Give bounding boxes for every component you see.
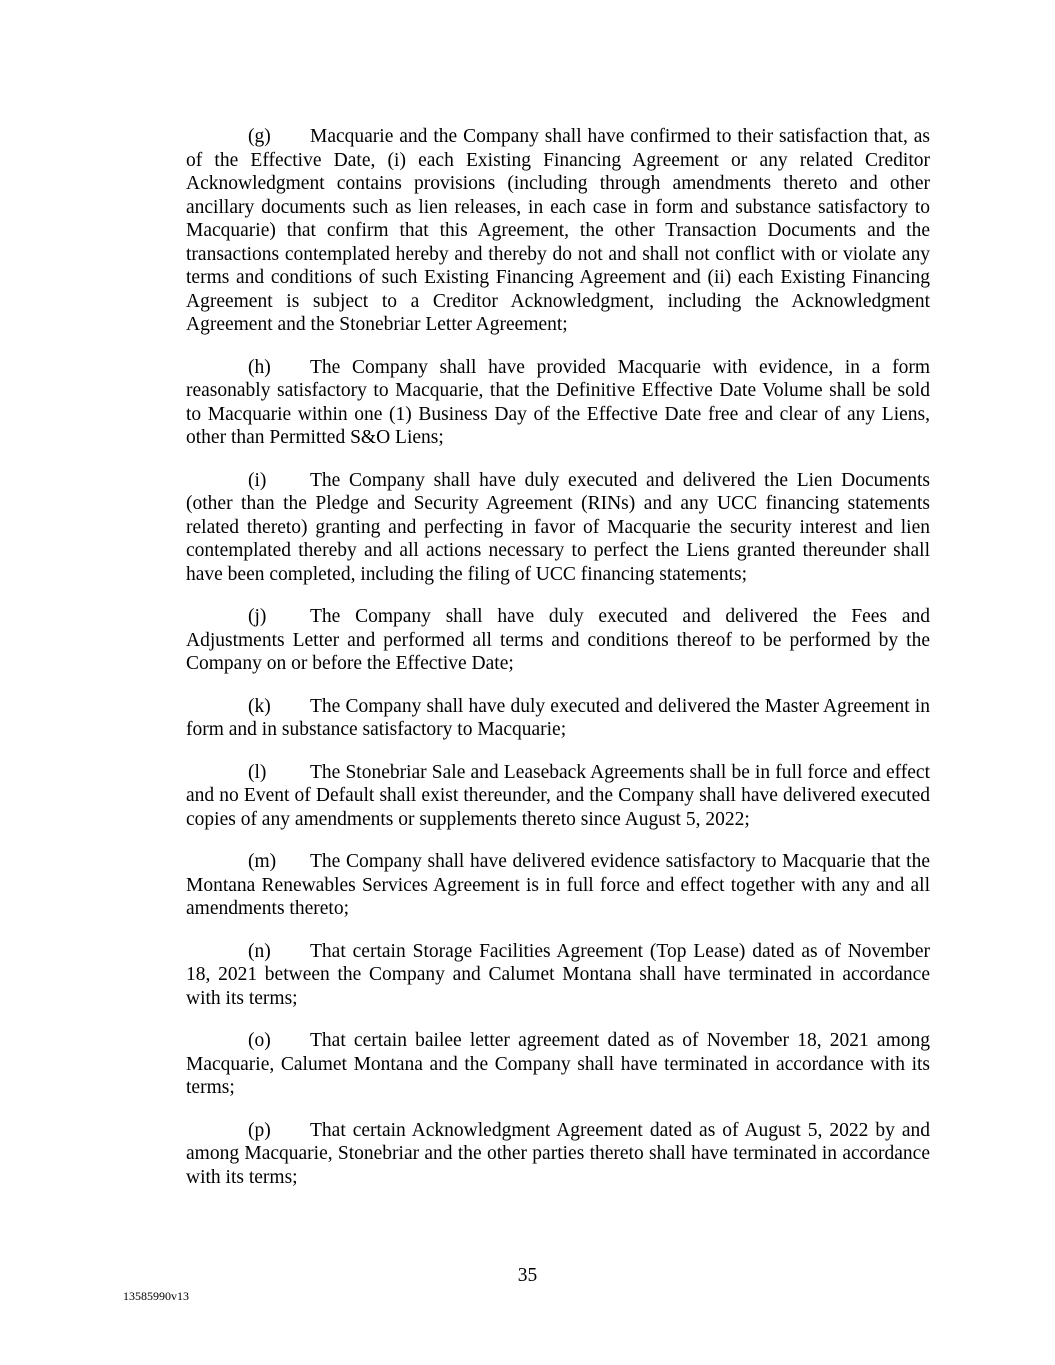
paragraph-p: [186, 1119, 930, 1190]
paragraph-i: [186, 469, 930, 587]
paragraph-label: (g): [248, 126, 271, 147]
paragraph-label: (m): [248, 851, 277, 872]
paragraph-text: The Company shall have delivered evidence satisfactory to Macquarie that the Montana Renewables Services Agreement is in full force and effect together with any and all amendments thereto;: [186, 851, 930, 919]
paragraph-l: [186, 761, 930, 832]
paragraph-label: (p): [248, 1119, 271, 1141]
paragraph-text: The Stonebriar Sale and Leaseback Agreements shall be in full force and effect and no Event of Default shall exist thereunder, and the Company shall have delivered executed copies of any amendments or supplements thereto since August 5, 2022;: [186, 761, 930, 830]
paragraph-m: [186, 850, 930, 921]
paragraph-n: [186, 940, 930, 1011]
paragraph-text: That certain Storage Facilities Agreement (Top Lease) dated as of November 18, 2021 between the Company and Calumet Montana shall have terminated in accordance with its terms;: [186, 940, 930, 1009]
document-id: 13585990v13: [123, 1289, 189, 1303]
paragraph-label: (o): [248, 1030, 271, 1051]
paragraph-text: That certain Acknowledgment Agreement dated as of August 5, 2022 by and among Macquarie, Stonebriar and the other parties thereto shall have terminated in accordance with its terms;: [186, 1119, 930, 1188]
paragraph-label: (n): [248, 940, 271, 962]
paragraph-k: [186, 695, 930, 742]
paragraph-h: [186, 356, 930, 450]
paragraph-label: (i): [248, 469, 267, 491]
paragraph-label: (h): [248, 356, 271, 378]
paragraph-label: (j): [248, 606, 267, 627]
paragraph-j: [186, 605, 930, 676]
document-body: [186, 125, 930, 1208]
paragraph-text: That certain bailee letter agreement dated as of November 18, 2021 among Macquarie, Calumet Montana and the Company shall have terminated in accordance with its terms;: [186, 1030, 930, 1098]
paragraph-o: [186, 1029, 930, 1100]
paragraph-text: The Company shall have duly executed and delivered the Lien Documents (other than the Pledge and Security Agreement (RINs) and any UCC financing statements related thereto) granting and perfecting in favor of Macquarie the security interest and lien contemplated thereby and all actions necessary to perfect the Liens granted thereunder shall have been completed, including the filing of UCC financing statements;: [186, 469, 930, 585]
paragraph-text: The Company shall have duly executed and delivered the Master Agreement in form and in substance satisfactory to Macquarie;: [186, 695, 930, 740]
paragraph-text: Macquarie and the Company shall have confirmed to their satisfaction that, as of the Effective Date, (i) each Existing Financing Agreement or any related Creditor Acknowledgment contains provisions (including through amendments thereto and other ancillary documents such as lien releases, in each case in form and substance satisfactory to Macquarie) that confirm that this Agreement, the other Transaction Documents and the transactions contemplated hereby and thereby do not and shall not conflict with or violate any terms and conditions of such Existing Financing Agreement and (ii) each Existing Financing Agreement is subject to a Creditor Acknowledgment, including the Acknowledgment Agreement and the Stonebriar Letter Agreement;: [186, 126, 930, 335]
paragraph-label: (k): [248, 695, 271, 717]
paragraph-text: The Company shall have duly executed and delivered the Fees and Adjustments Letter and performed all terms and conditions thereof to be performed by the Company on or before the Effective Date;: [186, 606, 930, 674]
paragraph-text: The Company shall have provided Macquarie with evidence, in a form reasonably satisfactory to Macquarie, that the Definitive Effective Date Volume shall be sold to Macquarie within one (1) Business Day of the Effective Date free and clear of any Liens, other than Permitted S&O Liens;: [186, 356, 930, 448]
paragraph-label: (l): [248, 761, 267, 783]
paragraph-g: [186, 125, 930, 337]
page-number: 35: [517, 1265, 538, 1286]
